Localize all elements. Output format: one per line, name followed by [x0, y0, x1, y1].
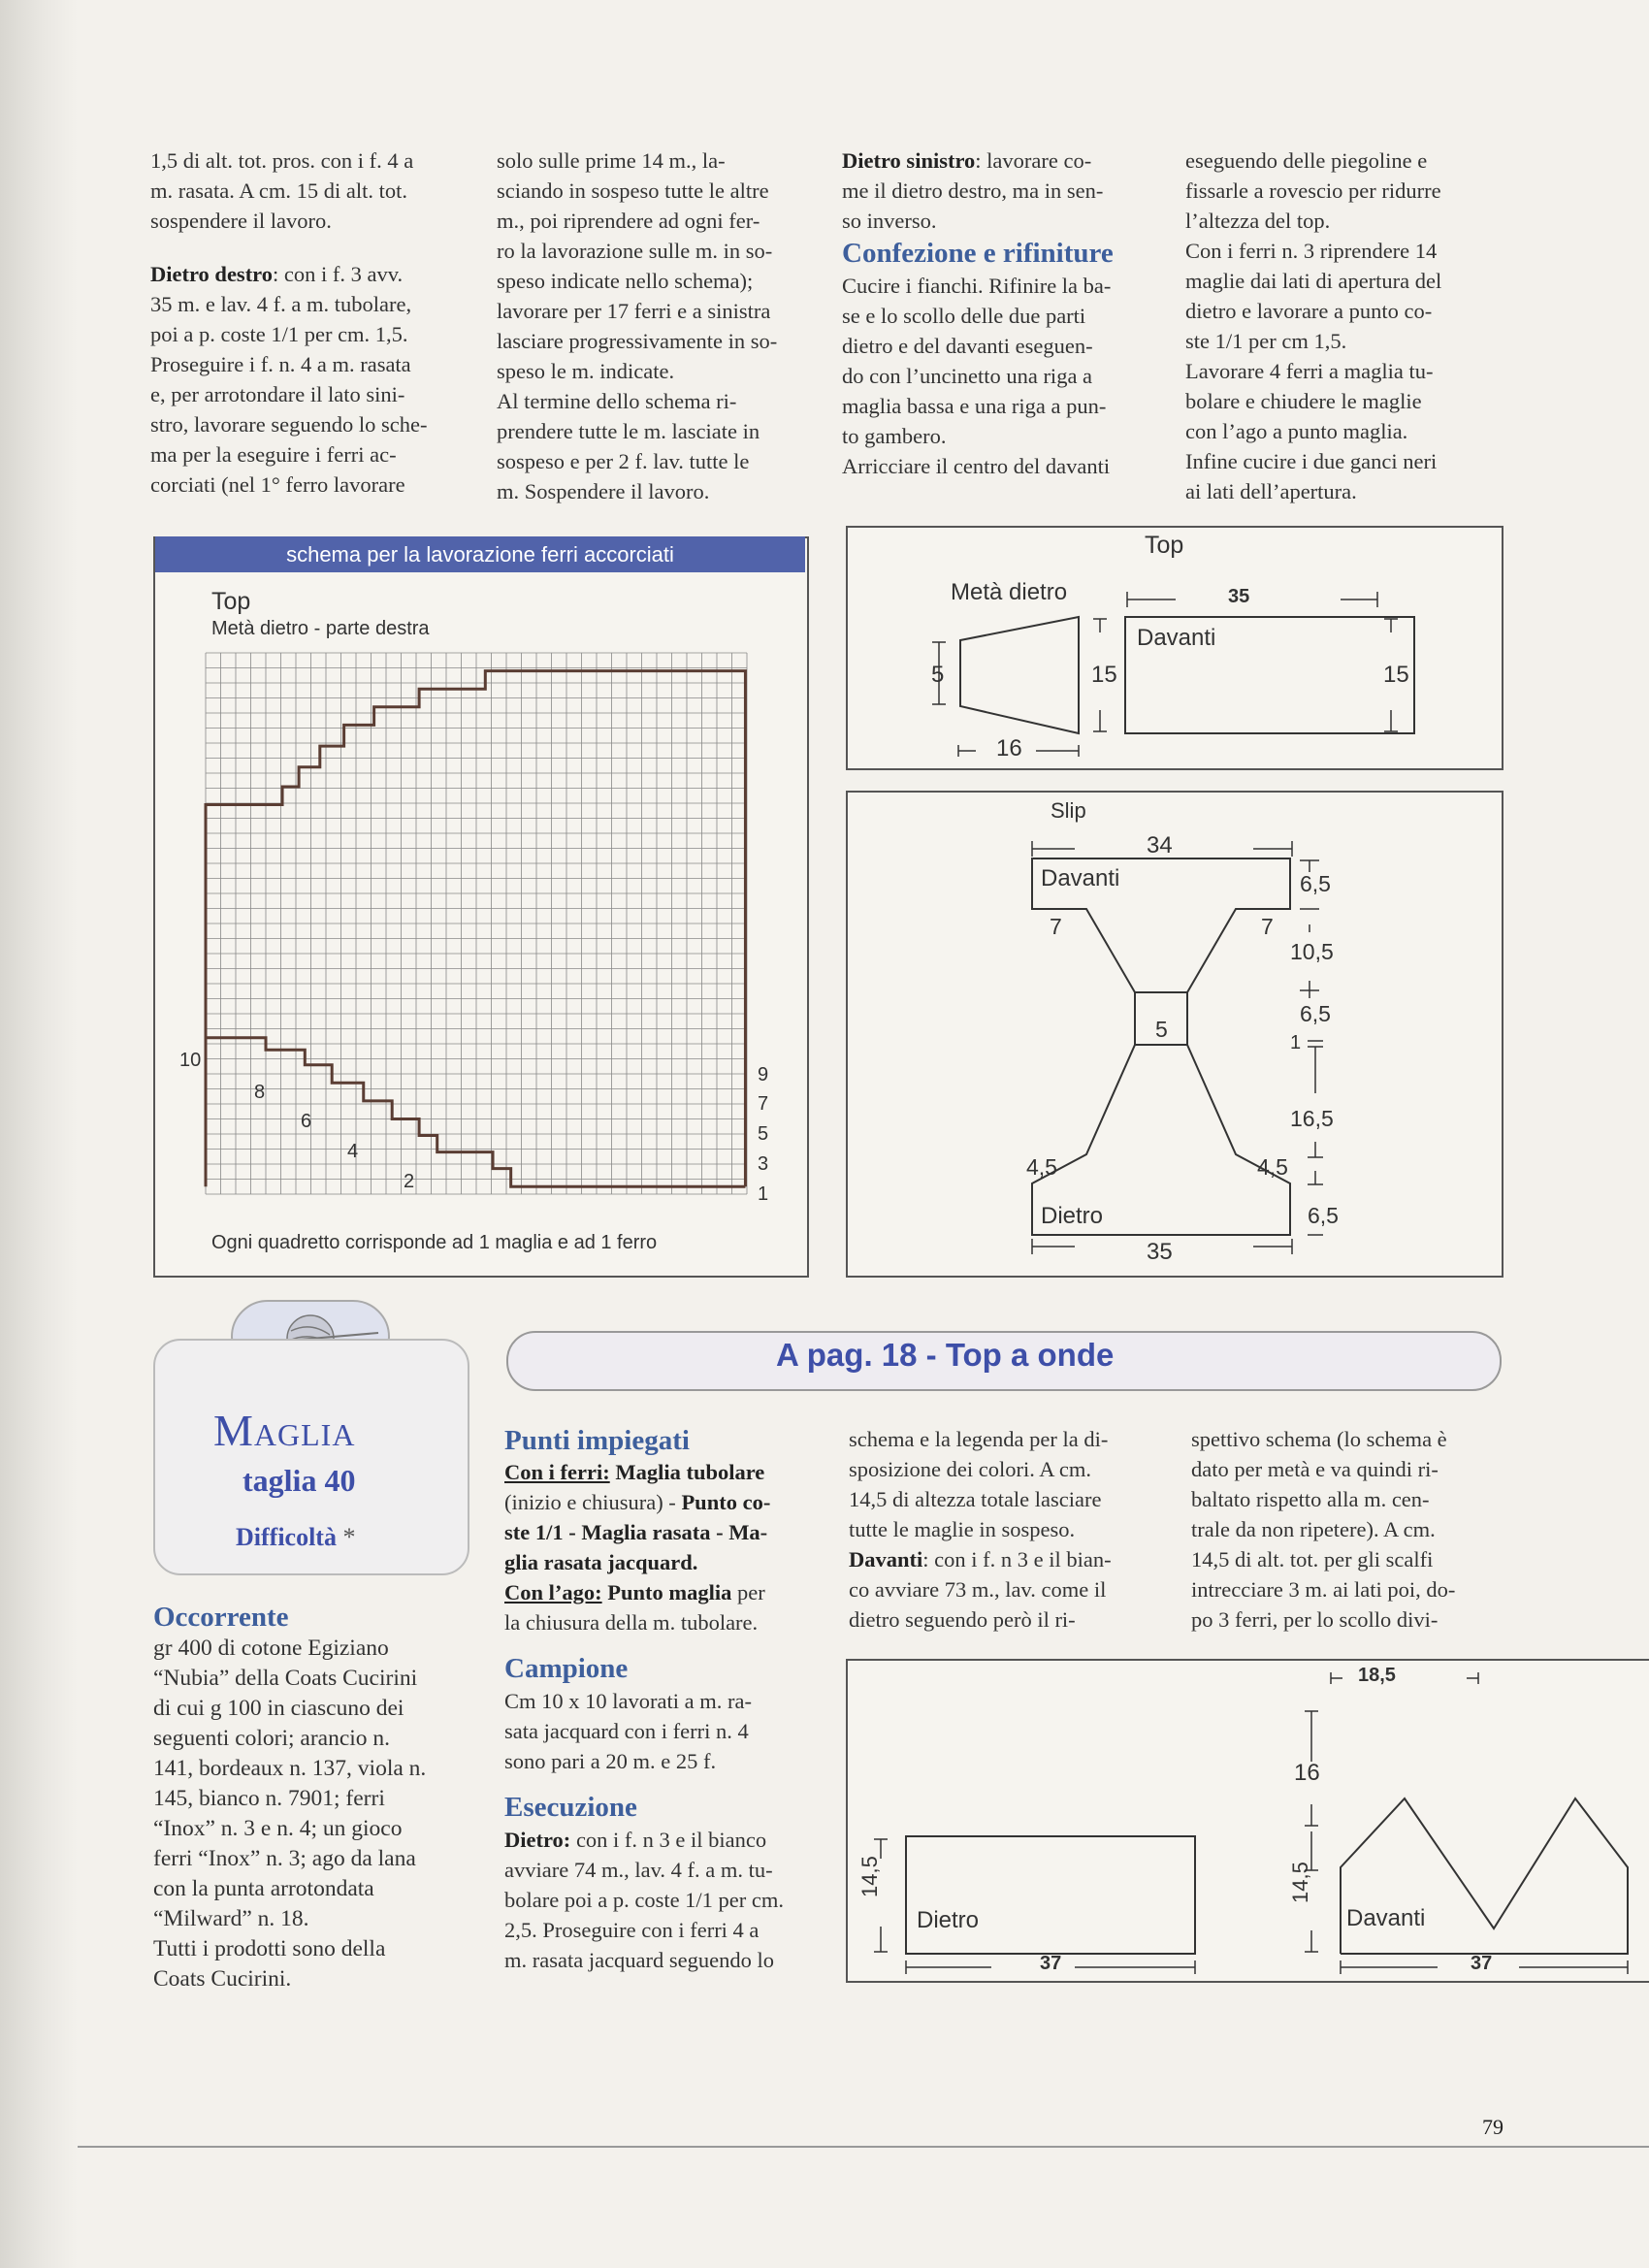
text-line: tutte le maglie in sospeso. [849, 1517, 1076, 1541]
text-line: schema e la legenda per la di- [849, 1427, 1109, 1451]
text-column-7 [1191, 1424, 1521, 1635]
dim-6-5-bottom: 6,5 [1308, 1203, 1339, 1228]
maglia-title: Maglia [213, 1406, 356, 1455]
text-line: se e lo scollo delle due parti [842, 304, 1086, 328]
text-line: dietro e lavorare a punto co- [1185, 299, 1433, 323]
text-line: sciando in sospeso tutte le altre [497, 178, 769, 203]
text-line: Coats Cucirini. [153, 1966, 292, 1992]
bold-span: glia rasata jacquard. [504, 1550, 698, 1574]
text-line: eseguendo delle piegoline e [1185, 148, 1428, 173]
slip-outline [1032, 859, 1290, 1235]
slip-diagram-shapes [846, 791, 1502, 1276]
text-line: maglie dai lati di apertura del [1185, 269, 1442, 293]
text-line: Cucire i fianchi. Rifinire la ba- [842, 274, 1112, 298]
dim-35: 35 [1228, 586, 1250, 607]
meta-dietro-label: Metà dietro [951, 579, 1068, 605]
text-span: : con i f. 3 avv. [273, 262, 404, 286]
con-ago-line [504, 1577, 824, 1607]
dim-15-left: 15 [1091, 662, 1117, 688]
chart-box [153, 536, 809, 1278]
text-line: 14,5 di altezza totale lasciare [849, 1487, 1102, 1511]
text-line: 145, bianco n. 7901; ferri [153, 1786, 385, 1811]
text-line: speso le m. indicate. [497, 359, 675, 383]
chart-right-num: 5 [758, 1123, 769, 1145]
text-span: con i f. n 3 e il bianco [570, 1828, 767, 1852]
punti-column [504, 1424, 824, 1975]
dim-7-left: 7 [1050, 914, 1062, 939]
bottom-dietro-label: Dietro [917, 1907, 980, 1933]
text-line: m., poi riprendere ad ogni fer- [497, 209, 760, 233]
difficolta-label [236, 1523, 355, 1552]
dietro-sinistro-heading: Dietro sinistro [842, 148, 976, 173]
text-span: (inizio e chiusura) - [504, 1490, 682, 1514]
text-line: lasciare progressivamente in so- [497, 329, 778, 353]
text-line: baltato rispetto alla m. cen- [1191, 1487, 1430, 1511]
dim-18-5: 18,5 [1358, 1665, 1396, 1686]
text-line: gr 400 di cotone Egiziano [153, 1636, 389, 1661]
text-line: m. rasata jacquard seguendo lo [504, 1948, 775, 1972]
text-column-3 [842, 146, 1162, 481]
text-line: Al termine dello schema ri- [497, 389, 737, 413]
text-line: fissarle a rovescio per ridurre [1185, 178, 1441, 203]
difficolta-text: Difficoltà [236, 1523, 337, 1551]
text-line: Cm 10 x 10 lavorati a m. ra- [504, 1689, 752, 1713]
text-line: bolare e chiudere le maglie [1185, 389, 1422, 413]
text-line: sono pari a 20 m. e 25 f. [504, 1749, 717, 1773]
chart-subtitle: Metà dietro - parte destra [211, 618, 430, 639]
top-diagram-title: Top [1145, 532, 1184, 559]
dim-14-5-right: 14,5 [1288, 1862, 1312, 1903]
text-line: m. rasata. A cm. 15 di alt. tot. [150, 178, 407, 203]
bottom-davanti-label: Davanti [1346, 1905, 1426, 1931]
dietro-rect [906, 1836, 1195, 1954]
text-line: m. Sospendere il lavoro. [497, 479, 710, 503]
text-span: : con i f. n 3 e il bian- [922, 1547, 1112, 1571]
text-line: to gambero. [842, 424, 947, 448]
slip-title: Slip [1051, 798, 1086, 823]
chart-left-num: 6 [301, 1111, 312, 1132]
confezione-heading: Confezione e rifiniture [842, 238, 1114, 269]
knitting-chart-grid [0, 0, 1, 1]
slip-davanti-label: Davanti [1041, 865, 1120, 891]
bold-span: ste 1/1 - Maglia rasata - Ma- [504, 1520, 768, 1544]
chart-caption: Ogni quadretto corrisponde ad 1 maglia e ad 1 ferro [211, 1232, 658, 1253]
bold-span: Punto maglia [607, 1580, 732, 1604]
punti-heading: Punti impiegati [504, 1425, 690, 1456]
text-line: intrecciare 3 m. ai lati poi, do- [1191, 1577, 1456, 1602]
text-line: ma per la eseguire i ferri ac- [150, 442, 397, 467]
chart-right-num: 9 [758, 1064, 769, 1085]
text-line: Tutti i prodotti sono della [153, 1936, 386, 1961]
chart-left-num: 8 [254, 1082, 266, 1103]
text-column-4 [1185, 146, 1515, 506]
text-line: do con l’uncinetto una riga a [842, 364, 1093, 388]
dim-6-5-top: 6,5 [1300, 871, 1331, 896]
dim-4-5-right: 4,5 [1257, 1154, 1288, 1180]
text-line: bolare poi a p. coste 1/1 per cm. [504, 1888, 785, 1912]
dim-16: 16 [996, 735, 1022, 761]
text-line: me il dietro destro, ma in sen- [842, 178, 1104, 203]
text-line: sospeso e per 2 f. lav. tutte le [497, 449, 750, 473]
text-line: sospendere il lavoro. [150, 209, 332, 233]
text-line: con la punta arrotondata [153, 1876, 374, 1901]
con-ago-label: Con l’ago: [504, 1580, 602, 1604]
text-span: : lavorare co- [975, 148, 1092, 173]
dietro-destro-heading: Dietro destro [150, 262, 274, 286]
text-line: ferri “Inox” n. 3; ago da lana [153, 1846, 416, 1871]
text-line: Proseguire i f. n. 4 a m. rasata [150, 352, 411, 376]
text-line: 14,5 di alt. tot. per gli scalfi [1191, 1547, 1434, 1571]
text-line: ro la lavorazione sulle m. in so- [497, 239, 773, 263]
article-title: A pag. 18 - Top a onde [776, 1337, 1115, 1373]
davanti-line [849, 1544, 1169, 1574]
text-line: avviare 74 m., lav. 4 f. a m. tu- [504, 1858, 773, 1882]
dietro-label: Dietro: [504, 1828, 571, 1852]
text-line: spettivo schema (lo schema è [1191, 1427, 1447, 1451]
chart-left-num: 2 [404, 1171, 415, 1192]
text-line: maglia bassa e una riga a pun- [842, 394, 1107, 418]
text-line: 1,5 di alt. tot. pros. con i f. 4 a [150, 148, 414, 173]
text-line: poi a p. coste 1/1 per cm. 1,5. [150, 322, 408, 346]
text-line: 2,5. Proseguire con i ferri 4 a [504, 1918, 760, 1942]
dim-35-slip: 35 [1147, 1239, 1173, 1265]
text-line: Infine cucire i due ganci neri [1185, 449, 1438, 473]
dim-37-left: 37 [1040, 1953, 1062, 1974]
slip-dietro-label: Dietro [1041, 1203, 1104, 1229]
text-line: trale da non ripetere). A cm. [1191, 1517, 1436, 1541]
text-line: e, per arrotondare il lato sini- [150, 382, 405, 406]
dim-16-5: 16,5 [1290, 1106, 1334, 1131]
dim-5-slip: 5 [1155, 1017, 1168, 1042]
dietro-sinistro-line [842, 146, 1162, 176]
text-line: dietro e del davanti eseguen- [842, 334, 1093, 358]
text-line: prendere tutte le m. lasciate in [497, 419, 760, 443]
text-line: “Nubia” della Coats Cucirini [153, 1666, 418, 1691]
esecuzione-heading: Esecuzione [504, 1792, 637, 1823]
dim-34: 34 [1147, 832, 1173, 859]
text-line: ai lati dell’apertura. [1185, 479, 1357, 503]
occorrente-heading: Occorrente [153, 1602, 289, 1633]
chart-left-num: 4 [347, 1141, 359, 1162]
text-line: “Milward” n. 18. [153, 1906, 309, 1931]
difficulty-star-icon: * [342, 1523, 356, 1551]
dim-4-5-left: 4,5 [1026, 1154, 1057, 1180]
text-line: ste 1/1 per cm 1,5. [1185, 329, 1347, 353]
text-line: sposizione dei colori. A cm. [849, 1457, 1091, 1481]
text-line: con l’ago a punto maglia. [1185, 419, 1408, 443]
text-line: dietro seguendo però il ri- [849, 1607, 1076, 1632]
text-line: 141, bordeaux n. 137, viola n. [153, 1756, 427, 1781]
page-bottom-rule [78, 2146, 1649, 2148]
text-line: l’altezza del top. [1185, 209, 1331, 233]
davanti-bold-label: Davanti [849, 1547, 923, 1571]
dim-5: 5 [931, 662, 945, 688]
text-line: di cui g 100 in ciascuno dei [153, 1696, 404, 1721]
dim-1: 1 [1290, 1032, 1302, 1053]
text-line: so inverso. [842, 209, 937, 233]
davanti-label: Davanti [1137, 625, 1216, 651]
text-line: seguenti colori; arancio n. [153, 1726, 391, 1751]
text-line: lavorare per 17 ferri e a sinistra [497, 299, 771, 323]
text-column-6 [849, 1424, 1169, 1635]
text-span: per [731, 1580, 765, 1604]
bold-span: Punto co- [681, 1490, 771, 1514]
dim-10-5: 10,5 [1290, 939, 1334, 964]
text-line: co avviare 73 m., lav. come il [849, 1577, 1107, 1602]
dietro-line [504, 1825, 824, 1855]
chart-right-num: 3 [758, 1153, 769, 1175]
occorrente-column [153, 1601, 473, 1994]
chart-banner: schema per la lavorazione ferri accorciati [155, 536, 805, 572]
taglia-label: taglia 40 [242, 1463, 356, 1498]
chart-title: Top [211, 588, 251, 615]
text-line: Lavorare 4 ferri a maglia tu- [1185, 359, 1434, 383]
top-back-trapezoid [960, 617, 1079, 733]
text-column-1 [150, 146, 461, 500]
chart-right-num: 1 [758, 1183, 769, 1205]
text-line [504, 1487, 824, 1517]
text-line [504, 1517, 824, 1547]
dim-6-5-mid: 6,5 [1300, 1001, 1331, 1026]
con-ferri-line [504, 1457, 824, 1487]
text-line: po 3 ferri, per lo scollo divi- [1191, 1607, 1439, 1632]
text-line: speso indicate nello schema); [497, 269, 754, 293]
chart-left-num: 10 [179, 1050, 202, 1071]
text-line: dato per metà e va quindi ri- [1191, 1457, 1439, 1481]
text-line: la chiusura della m. tubolare. [504, 1610, 759, 1635]
page-number: 79 [1482, 2115, 1504, 2139]
dim-14-5-left: 14,5 [857, 1856, 882, 1897]
text-line: sata jacquard con i ferri n. 4 [504, 1719, 749, 1743]
text-line [504, 1547, 824, 1577]
text-line: solo sulle prime 14 m., la- [497, 148, 726, 173]
text-line: Arricciare il centro del davanti [842, 454, 1111, 478]
dim-37-right: 37 [1471, 1953, 1493, 1974]
dietro-destro-line [150, 259, 461, 289]
text-line: Con i ferri n. 3 riprendere 14 [1185, 239, 1438, 263]
dim-7-right: 7 [1261, 914, 1274, 939]
text-line: corciati (nel 1° ferro lavorare [150, 472, 405, 497]
text-column-2 [497, 146, 817, 506]
chart-right-num: 7 [758, 1093, 769, 1115]
text-line: “Inox” n. 3 e n. 4; un gioco [153, 1816, 403, 1841]
con-ferri-label: Con i ferri: [504, 1460, 610, 1484]
dim-15-right: 15 [1383, 662, 1409, 688]
text-line: stro, lavorare seguendo lo sche- [150, 412, 428, 437]
dim-16-bottom: 16 [1294, 1760, 1320, 1786]
binding-gutter [0, 0, 78, 2268]
campione-heading: Campione [504, 1653, 629, 1684]
bold-span: Maglia tubolare [615, 1460, 765, 1484]
text-line: 35 m. e lav. 4 f. a m. tubolare, [150, 292, 412, 316]
